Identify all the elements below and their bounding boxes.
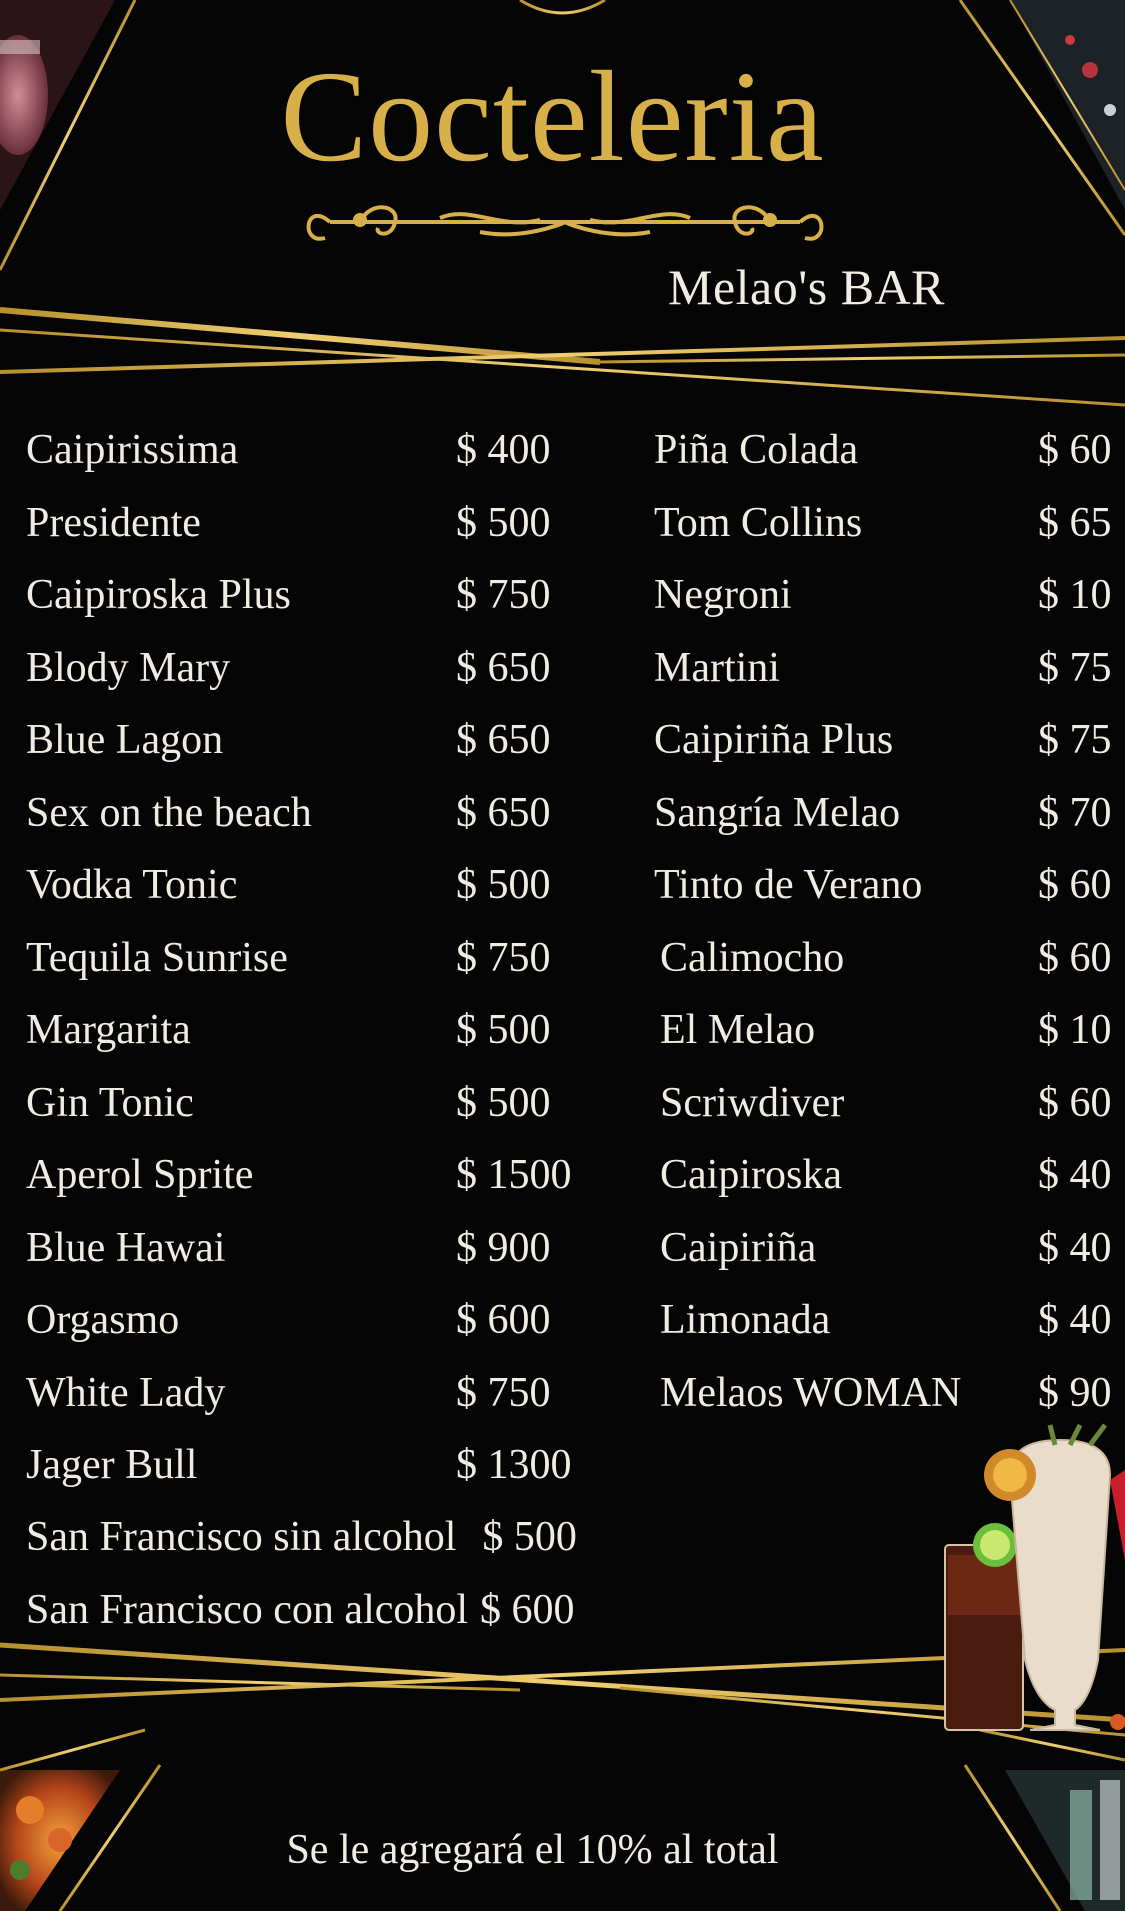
- item-price: $ 600: [480, 1587, 575, 1633]
- menu-item: [26, 1284, 586, 1357]
- item-price: $ 1300: [456, 1442, 572, 1488]
- item-price: $ 650: [456, 717, 551, 763]
- menu-item: [654, 487, 1125, 560]
- menu-item: [26, 922, 586, 995]
- menu-item: [654, 1284, 1125, 1357]
- item-price: $ 60: [1038, 427, 1112, 473]
- menu-item: [26, 704, 586, 777]
- item-name: Vodka Tonic: [26, 862, 238, 908]
- item-name: Tinto de Verano: [654, 862, 923, 908]
- page-title: Cocteleria: [280, 45, 825, 189]
- item-name: Sangría Melao: [654, 789, 901, 836]
- menu-item: [654, 1212, 1125, 1285]
- item-name: El Melao: [660, 1007, 816, 1053]
- menu-item: [654, 922, 1125, 995]
- item-price: $ 1500: [456, 1152, 572, 1198]
- item-name: Blue Hawai: [26, 1224, 226, 1271]
- item-price: $ 10: [1038, 572, 1112, 618]
- menu-item: [26, 487, 586, 560]
- item-name: Margarita: [26, 1007, 191, 1053]
- item-name: White Lady: [26, 1369, 226, 1416]
- item-price: $ 40: [1038, 1152, 1112, 1198]
- item-price: $ 500: [456, 499, 551, 546]
- item-price: $ 750: [456, 1369, 551, 1416]
- item-price: $ 650: [456, 789, 551, 836]
- menu-item: [26, 777, 586, 850]
- item-name: Presidente: [26, 499, 201, 546]
- item-name: Caipirissima: [26, 427, 239, 473]
- item-name: Piña Colada: [654, 427, 859, 473]
- menu-column-right: [654, 414, 1125, 1429]
- menu-item: [654, 632, 1125, 705]
- item-name: San Francisco con alcohol: [26, 1587, 469, 1633]
- item-price: $ 750: [456, 572, 551, 618]
- item-name: Gin Tonic: [26, 1079, 194, 1126]
- item-name: Melaos WOMAN: [660, 1369, 962, 1416]
- menu-item: [654, 559, 1125, 632]
- menu-column-left: [26, 414, 586, 1502]
- service-charge-note: Se le agregará el 10% al total: [286, 1827, 779, 1873]
- item-price: $ 65: [1038, 499, 1112, 546]
- item-name: Caipiriña: [660, 1224, 817, 1271]
- menu-item: [654, 849, 1125, 922]
- item-price: $ 500: [456, 1007, 551, 1053]
- menu-item: [654, 777, 1125, 850]
- menu-item: [26, 1139, 586, 1212]
- item-price: $ 60: [1038, 1079, 1112, 1126]
- item-price: $ 10: [1038, 1007, 1112, 1053]
- menu-item: [26, 1357, 586, 1430]
- item-name: Caipiroska: [660, 1152, 842, 1198]
- item-price: $ 600: [456, 1297, 551, 1343]
- item-price: $ 40: [1038, 1297, 1112, 1343]
- item-price: $ 900: [456, 1224, 551, 1271]
- menu-item: [654, 414, 1125, 487]
- item-name: Limonada: [660, 1297, 831, 1343]
- item-price: $ 650: [456, 644, 551, 691]
- item-name: Martini: [654, 644, 780, 691]
- item-name: Orgasmo: [26, 1297, 180, 1343]
- menu-item: [26, 1067, 586, 1140]
- item-name: Sex on the beach: [26, 789, 312, 836]
- item-price: $ 75: [1038, 644, 1112, 691]
- menu-item: [26, 994, 586, 1067]
- menu-item: [654, 704, 1125, 777]
- menu-item: [26, 559, 586, 632]
- item-name: Jager Bull: [26, 1442, 198, 1488]
- item-price: $ 40: [1038, 1224, 1112, 1271]
- menu-item: [26, 849, 586, 922]
- item-price: $ 90: [1038, 1369, 1112, 1416]
- item-price: $ 500: [456, 862, 551, 908]
- menu-item: [654, 1357, 1125, 1430]
- item-name: Blody Mary: [26, 644, 231, 691]
- item-price: $ 70: [1038, 789, 1112, 836]
- item-price: $ 60: [1038, 934, 1112, 981]
- menu-item: [654, 1067, 1125, 1140]
- item-name: Calimocho: [660, 934, 845, 981]
- item-name: Tom Collins: [654, 499, 863, 546]
- menu-item: [26, 1429, 586, 1502]
- item-name: Blue Lagon: [26, 717, 224, 763]
- item-price: $ 750: [456, 934, 551, 981]
- item-price: $ 75: [1038, 717, 1112, 763]
- menu-item: [26, 414, 586, 487]
- menu-item: [654, 994, 1125, 1067]
- menu-item-extra: [26, 1574, 575, 1646]
- menu-item: [26, 1212, 586, 1285]
- item-price: $ 500: [482, 1514, 577, 1560]
- item-name: Negroni: [654, 572, 792, 618]
- item-price: $ 60: [1038, 862, 1112, 908]
- item-price: $ 500: [456, 1079, 551, 1126]
- item-name: Aperol Sprite: [26, 1152, 254, 1198]
- item-name: San Francisco sin alcohol: [26, 1514, 457, 1560]
- menu-item: [26, 632, 586, 705]
- item-name: Scriwdiver: [660, 1079, 845, 1126]
- menu-item: [654, 1139, 1125, 1212]
- item-name: Tequila Sunrise: [26, 934, 288, 981]
- item-name: Caipiroska Plus: [26, 572, 291, 618]
- item-name: Caipiriña Plus: [654, 717, 894, 763]
- bar-name: Melao's BAR: [668, 259, 946, 315]
- menu-item-extra: [26, 1501, 577, 1573]
- item-price: $ 400: [456, 427, 551, 473]
